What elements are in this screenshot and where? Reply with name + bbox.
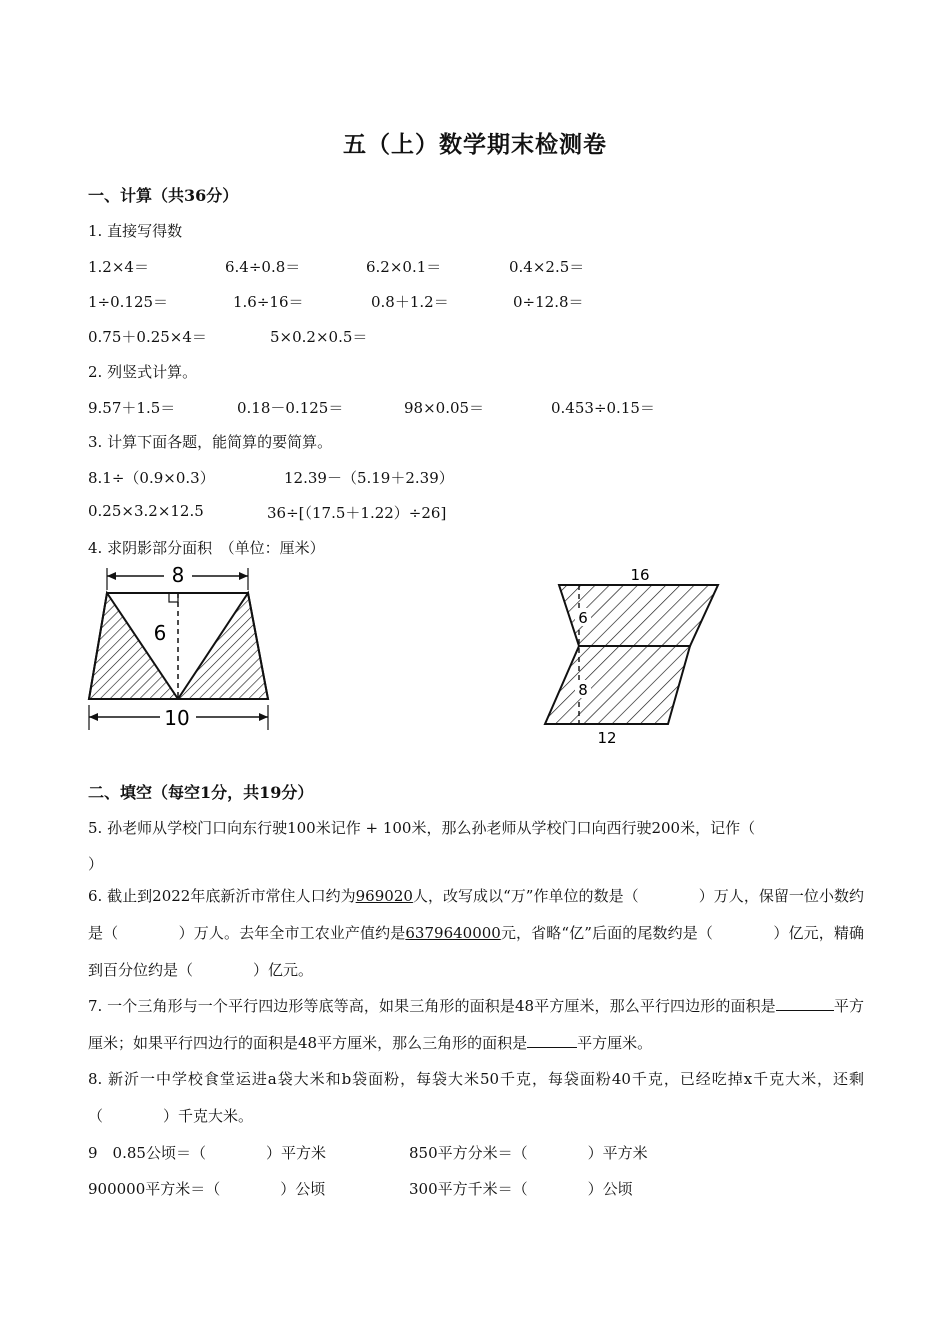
figure-1: [80, 560, 280, 735]
q7-text-1: 7. 一个三角形与一个平行四边形等底等高，如果三角形的面积是48平方厘米，那么平行四边形的面积是: [88, 997, 776, 1015]
q3-item: 0.25×3.2×12.5: [88, 502, 204, 520]
q5-line-2: ）: [88, 855, 104, 873]
q7-blank-1[interactable]: [776, 996, 834, 1011]
figure-2: [535, 560, 735, 750]
q2-label: 2. 列竖式计算。: [88, 363, 198, 381]
q3-item: 36÷[（17.5＋1.22）÷26]: [267, 504, 447, 522]
shaded-lower-shape: [545, 646, 690, 724]
q1-item: 0.4×2.5＝: [509, 258, 585, 276]
q1-label: 1. 直接写得数: [88, 222, 183, 240]
label-upper: 6: [578, 609, 588, 627]
label-bottom: 12: [597, 729, 617, 747]
q6-output-value: 6379640000: [405, 924, 501, 942]
page-title: 五（上）数学期末检测卷: [343, 131, 607, 158]
q9-item: 900000平方米＝（ ）公顷: [88, 1180, 326, 1198]
q1-item: 5×0.2×0.5＝: [270, 328, 368, 346]
label-bottom: 10: [164, 706, 190, 730]
section-2-heading: 二、填空（每空1分，共19分）: [88, 783, 314, 802]
q3-label: 3. 计算下面各题，能简算的要简算。: [88, 433, 333, 451]
q3-item: 12.39－（5.19＋2.39）: [284, 469, 454, 487]
q1-item: 1÷0.125＝: [88, 293, 169, 311]
right-angle-mark: [169, 593, 178, 602]
q1-item: 0÷12.8＝: [513, 293, 584, 311]
q2-item: 9.57＋1.5＝: [88, 399, 176, 417]
q4-label: 4. 求阴影部分面积 （单位：厘米）: [88, 539, 325, 557]
q1-item: 1.6÷16＝: [233, 293, 304, 311]
q1-item: 6.2×0.1＝: [366, 258, 442, 276]
q2-item: 0.18－0.125＝: [237, 399, 344, 417]
q8-paragraph: 8. 新沂一中学校食堂运进a袋大米和b袋面粉，每袋大米50千克，每袋面粉40千克，已经吃掉x千克大米，还剩（ ）千克大米。: [88, 1070, 864, 1125]
q7-blank-2[interactable]: [527, 1033, 577, 1048]
q7-paragraph: [88, 988, 864, 1062]
q6-text-3: 元，省略“亿”后面的尾数约是（ ）亿元，精确到百分位约是（ ）亿元。: [88, 924, 864, 979]
shaded-triangle-left: [89, 593, 178, 699]
q6-text-1: 6. 截止到2022年底新沂市常住人口约为: [88, 887, 356, 905]
q9-item: 300平方千米＝（ ）公顷: [409, 1180, 633, 1198]
q6-text-2: 人，改写成以“万”作单位的数是（ ）万人，保留一位小数约是（ ）万人。去年全市工农业产值约是: [88, 887, 864, 942]
q9-item: 9 0.85公顷＝（ ）平方米: [88, 1144, 326, 1162]
q1-item: 6.4÷0.8＝: [225, 258, 301, 276]
label-height: 6: [153, 621, 167, 645]
label-top: 8: [171, 563, 185, 587]
q1-item: 0.75＋0.25×4＝: [88, 328, 207, 346]
label-lower: 8: [578, 681, 588, 699]
q6-population: 969020: [355, 887, 413, 905]
q5-line-1: 5. 孙老师从学校门口向东行驶100米记作 + 100米，那么孙老师从学校门口向西行驶200米，记作（: [88, 819, 756, 837]
q7-text-3: 平方厘米。: [577, 1034, 653, 1052]
q7-text-2: 平方厘米；如果平行四边行的面积是48平方厘米，那么三角形的面积是: [88, 997, 864, 1052]
q9-item: 850平方分米＝（ ）平方米: [409, 1144, 648, 1162]
shaded-triangle-right: [178, 593, 268, 699]
label-top: 16: [630, 566, 650, 584]
q2-item: 0.453÷0.15＝: [551, 399, 655, 417]
q3-item: 8.1÷（0.9×0.3）: [88, 469, 215, 487]
q6-paragraph: [88, 878, 864, 989]
q1-item: 0.8＋1.2＝: [371, 293, 449, 311]
section-1-heading: 一、计算（共36分）: [88, 186, 239, 205]
q1-item: 1.2×4＝: [88, 258, 149, 276]
q2-item: 98×0.05＝: [404, 399, 485, 417]
